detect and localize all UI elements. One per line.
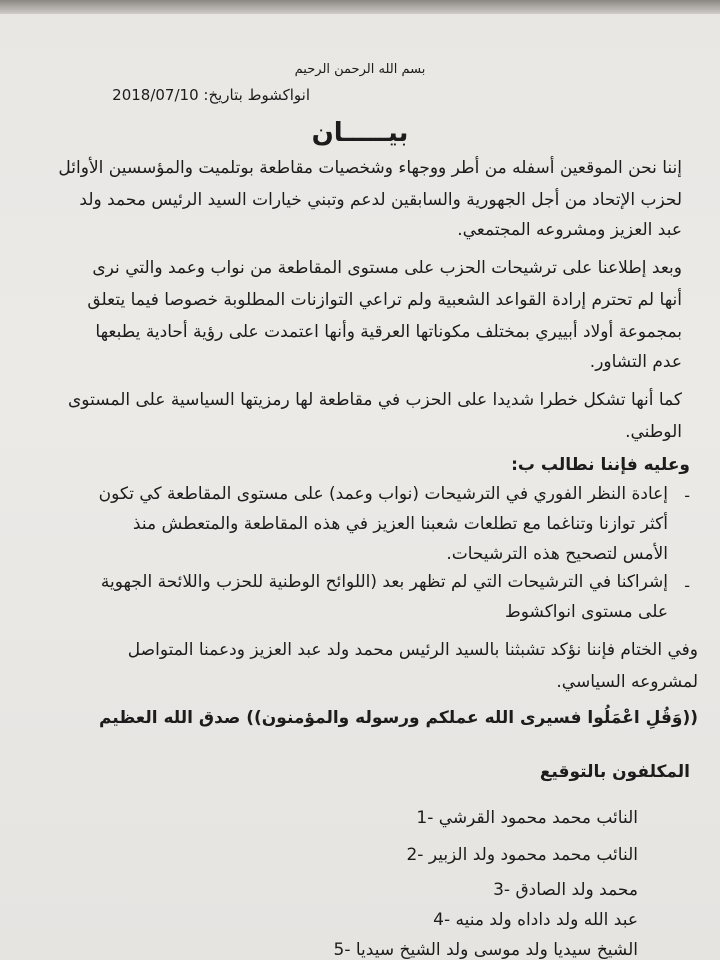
bullet-dash: - <box>684 486 690 505</box>
paragraph3-line: كما أنها تشكل خطرا شديدا على الحزب في مقاطعة لها رمزيتها السياسية على المستوى <box>67 390 682 410</box>
page-edge-shadow <box>0 0 720 14</box>
quran-quote: ((وَقُلِ اعْمَلُوا فسيرى الله عملكم ورسوله والمؤمنون)) صدق الله العظيم <box>98 708 698 728</box>
demand-line: أكثر توازنا وتناغما مع تطلعات شعبنا العزيز في هذه المقاطعة والمتعطش منذ <box>132 514 668 534</box>
signer-item: 4- عبد الله ولد داداه ولد منيه <box>433 910 638 930</box>
paragraph1-line: عبد العزيز ومشروعه المجتمعي. <box>457 220 682 240</box>
date-line: انواكشوط بتاريخ: 2018/07/10 <box>112 86 310 104</box>
signer-item: 2- النائب محمد محمود ولد الزبير <box>406 845 638 865</box>
paragraph1-line: إننا نحن الموقعين أسفله من أطر ووجهاء وشخصيات مقاطعة بوتلميت والمؤسسين الأوائل <box>58 158 682 178</box>
basmala: بسم الله الرحمن الرحيم <box>294 62 426 77</box>
document-title: بيـــــان <box>311 118 409 148</box>
paragraph2-line: أنها لم تحترم إرادة القواعد الشعبية ولم تراعي التوازنات المطلوبة خصوصا فيما يتعلق <box>87 290 682 310</box>
demands-heading: وعليه فإننا نطالب ب: <box>511 455 690 475</box>
paragraph2-line: عدم التشاور. <box>589 352 682 372</box>
demand-line: الأمس لتصحيح هذه الترشيحات. <box>446 544 668 564</box>
signers-heading: المكلفون بالتوقيع <box>539 762 690 782</box>
demand-line: على مستوى انواكشوط <box>505 602 668 622</box>
demand-line: إعادة النظر الفوري في الترشيحات (نواب وعمد) على مستوى المقاطعة كي تكون <box>98 484 668 504</box>
closing-line: وفي الختام فإننا نؤكد تشبثنا بالسيد الرئيس محمد ولد عبد العزيز ودعمنا المتواصل <box>127 640 698 660</box>
signer-item: 5- الشيخ سيديا ولد موسى ولد الشيخ سيديا <box>333 940 638 960</box>
demand-line: إشراكنا في الترشيحات التي لم تظهر بعد (اللوائح الوطنية للحزب واللائحة الجهوية <box>100 572 668 592</box>
paragraph2-line: وبعد إطلاعنا على ترشيحات الحزب على مستوى المقاطعة من نواب وعمد والتي نرى <box>92 258 682 278</box>
paragraph1-line: لحزب الإتحاد من أجل الجهورية والسابقين لدعم وتبني خيارات السيد الرئيس محمد ولد <box>79 190 682 210</box>
closing-line: لمشروعه السياسي. <box>556 672 698 692</box>
paragraph3-line: الوطني. <box>625 422 682 442</box>
bullet-dash: - <box>684 576 690 595</box>
signer-item: 1- النائب محمد محمود القرشي <box>416 808 638 828</box>
paragraph2-line: بمجموعة أولاد أبييري بمختلف مكوناتها العرقية وأنها اعتمدت على رؤية أحادية يطبعها <box>95 322 682 342</box>
signer-item: 3- محمد ولد الصادق <box>493 880 638 900</box>
